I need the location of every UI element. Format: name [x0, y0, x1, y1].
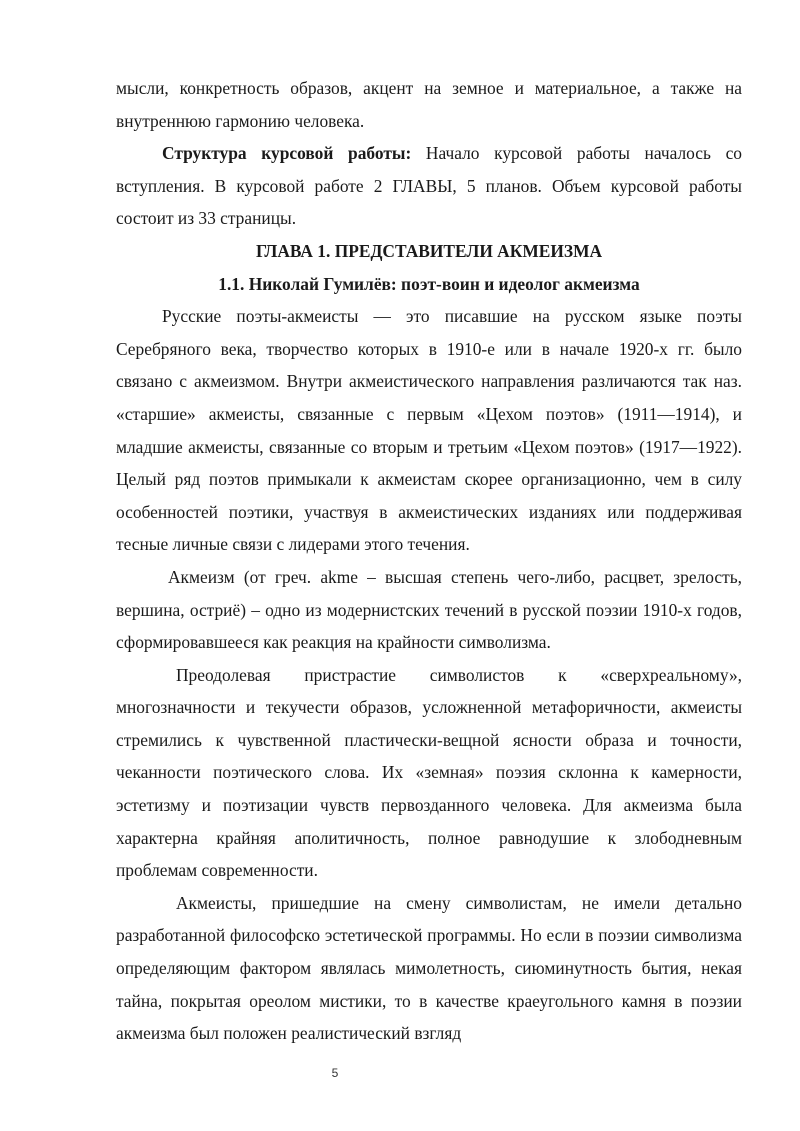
paragraph-structure: [116, 137, 742, 235]
structure-label: Структура курсовой работы:: [162, 143, 412, 164]
paragraph-acmeism-definition: Акмеизм (от греч. akme – высшая степень чего-либо, расцвет, зрелость, вершина, остриё) – одно из модернистских течений в русской поэзии 1910-х годов, сформировавшееся как реакция на крайности символизма.: [116, 566, 742, 653]
paragraph-overcoming-symbolism: Преодолевая пристрастие символистов к «сверхреальному», многозначности и текучести образов, усложненной метафоричности, акмеисты стремились к чувственной пластически-вещной ясности образа и точности, чеканности поэтического слова. Их «земная» поэзия склонна к камерности, эстетизму и поэтизации чувств первозданного человека. Для акмеизма была характерна крайняя аполитичность, полное равнодушие к злободневным проблемам современности.: [116, 664, 742, 881]
paragraph-acmeists-program: Акмеисты, пришедшие на смену символистам, не имели детально разработанной философско эстетической программы. Но если в поэзии символизма определяющим фактором являлась мимолетность, сиюминутность бытия, некая тайна, покрытая ореолом мистики, то в качестве краеугольного камня в поэзии акмеизма был положен реалистический взгляд: [116, 892, 742, 1044]
page-content: [116, 72, 742, 1050]
chapter-heading: ГЛАВА 1. ПРЕДСТАВИТЕЛИ АКМЕИЗМА: [255, 240, 603, 261]
section-heading: 1.1. Николай Гумилёв: поэт-воин и идеолог акмеизма: [218, 273, 640, 294]
paragraph-russian-acmeists: Русские поэты-акмеисты — это писавшие на русском языке поэты Серебряного века, творчество которых в 1910-е или в начале 1920-х гг. было связано с акмеизмом. Внутри акмеистического направления различаются так наз. «старшие» акмеисты, связанные с первым «Цехом поэтов» (1911—1914), и младшие акмеисты, связанные со вторым и третьим «Цехом поэтов» (1917—1922). Целый ряд поэтов примыкали к акмеистам скорее организационно, чем в силу особенностей поэтики, участвуя в акмеистических изданиях или поддерживая тесные личные связи с лидерами этого течения.: [116, 306, 742, 555]
structure-text: Начало курсовой работы началось со вступления. В курсовой работе 2 ГЛАВЫ, 5 планов. Объем курсовой работы состоит из 33 страницы.: [116, 143, 742, 229]
page-number: 5: [331, 1066, 339, 1080]
paragraph-intro-continuation: мысли, конкретность образов, акцент на земное и материальное, а также на внутреннюю гармонию человека.: [116, 78, 742, 131]
